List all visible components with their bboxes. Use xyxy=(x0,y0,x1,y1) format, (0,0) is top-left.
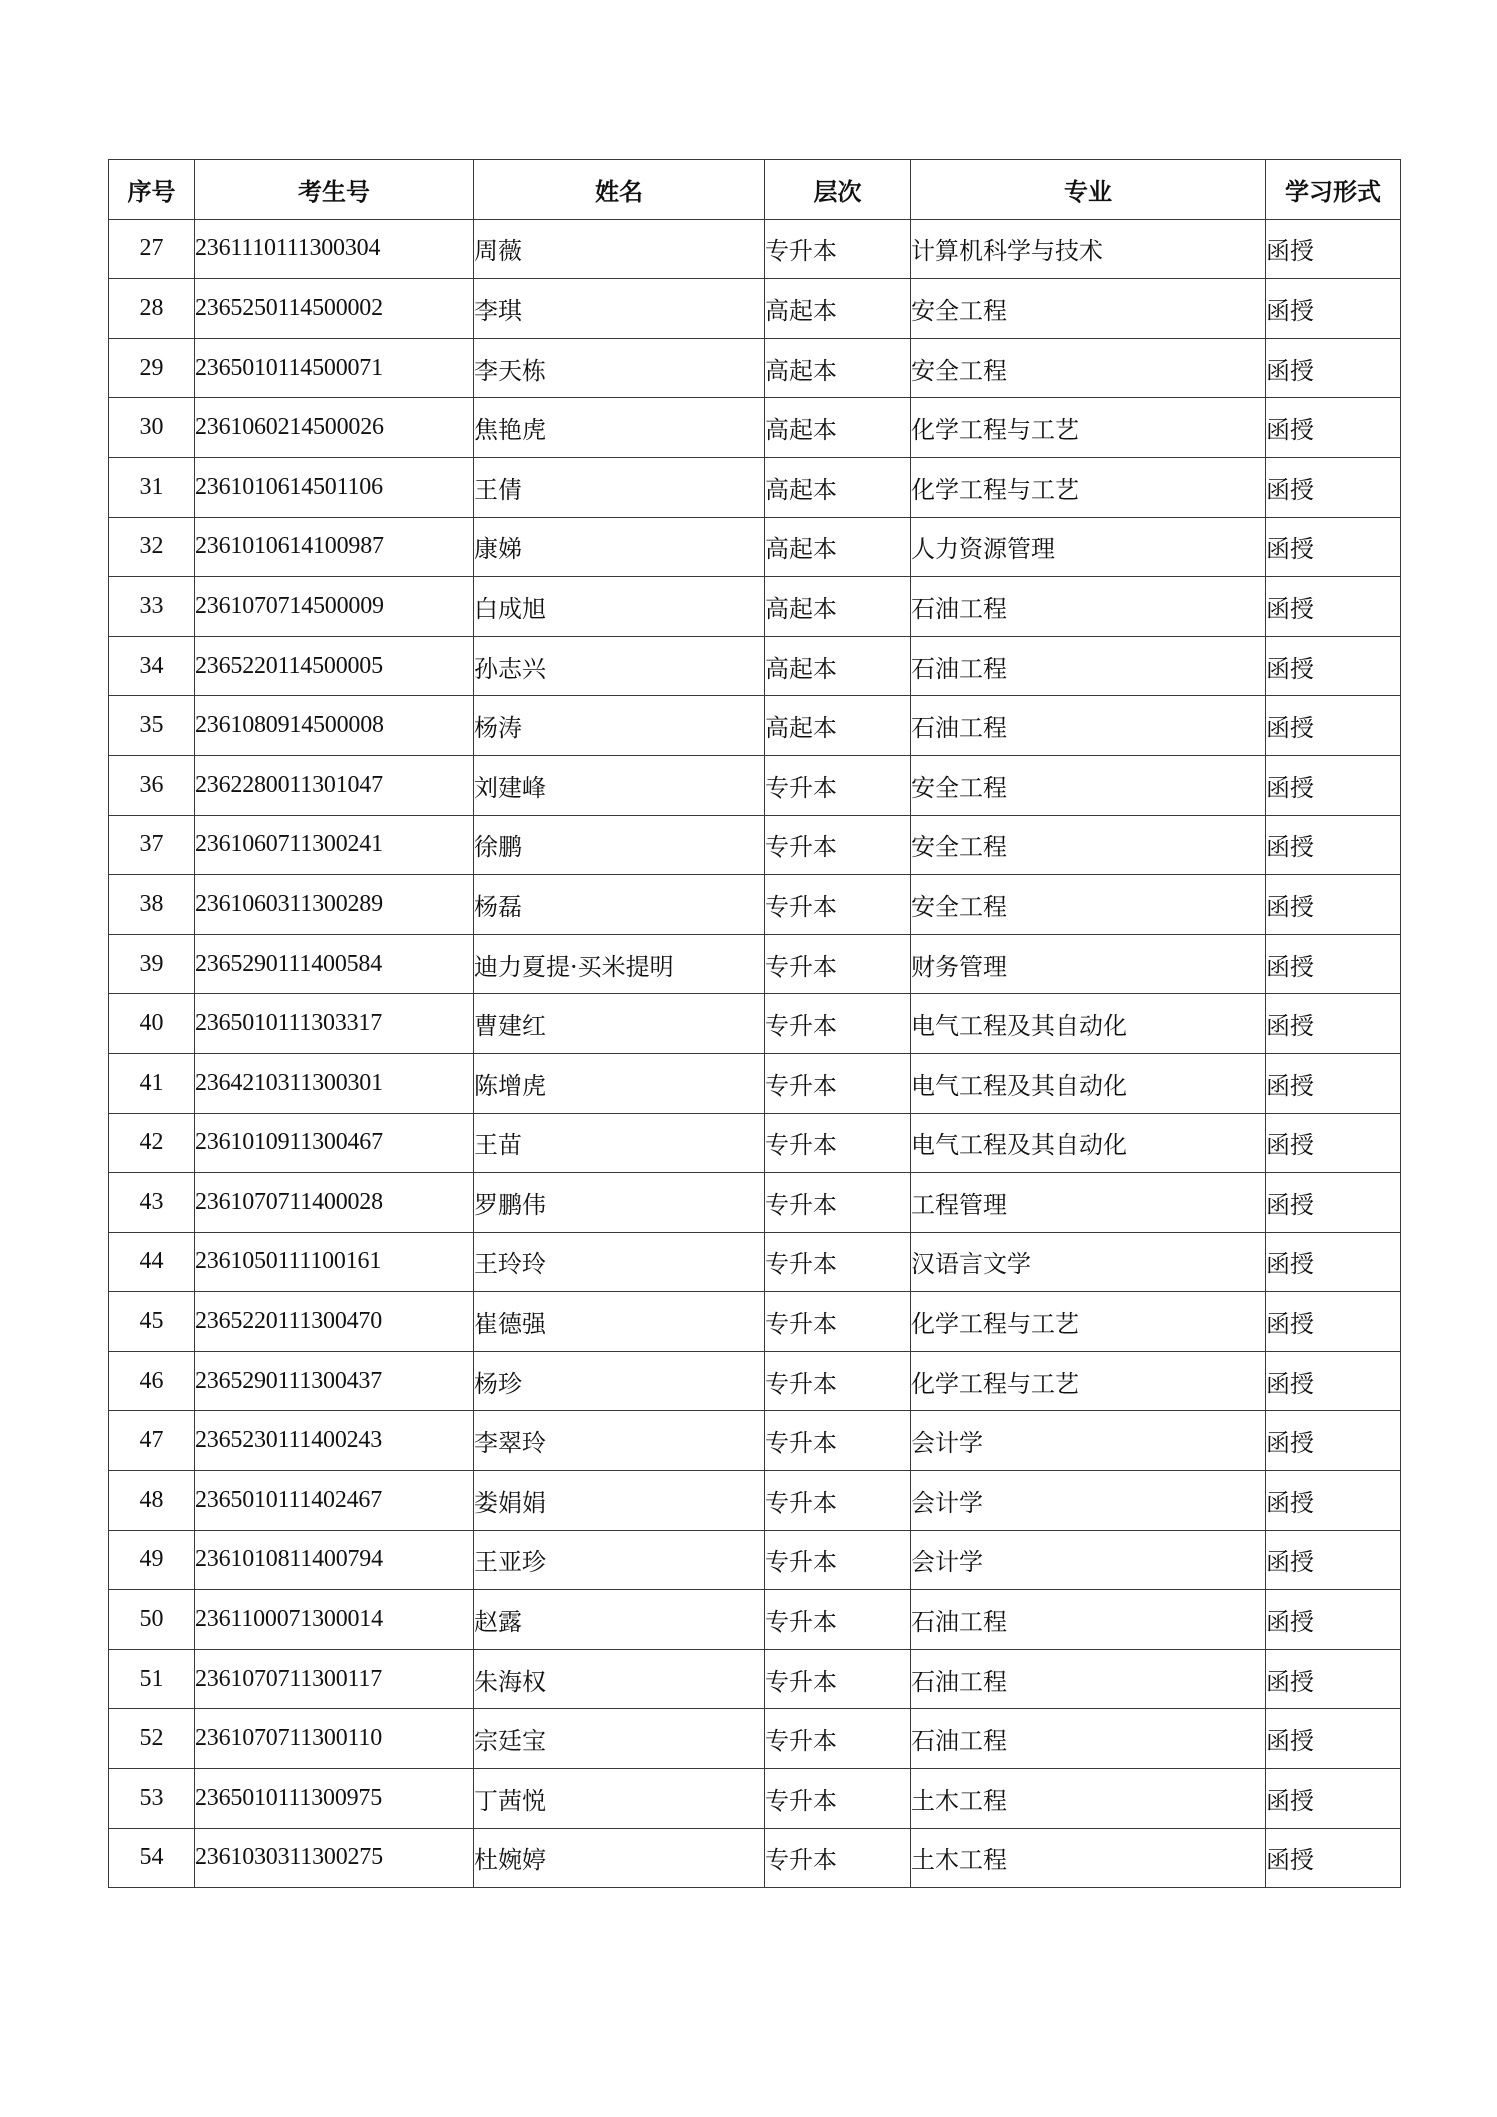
cell-study-mode: 函授 xyxy=(1266,875,1401,935)
student-roster-table xyxy=(108,159,1401,1888)
cell-exam-id: 2361010614501106 xyxy=(195,457,474,517)
cell-major: 工程管理 xyxy=(911,1173,1266,1233)
cell-exam-id: 2365250114500002 xyxy=(195,279,474,339)
cell-exam-id: 2365220111300470 xyxy=(195,1292,474,1352)
cell-major: 化学工程与工艺 xyxy=(911,1351,1266,1411)
cell-name: 杜婉婷 xyxy=(474,1828,765,1888)
cell-exam-id: 2361100071300014 xyxy=(195,1590,474,1650)
table-row xyxy=(109,994,1401,1054)
cell-level: 专升本 xyxy=(765,1590,911,1650)
cell-seq: 42 xyxy=(109,1113,195,1173)
cell-level: 专升本 xyxy=(765,1709,911,1769)
table-row xyxy=(109,755,1401,815)
cell-study-mode: 函授 xyxy=(1266,577,1401,637)
cell-exam-id: 2361060214500026 xyxy=(195,398,474,458)
cell-study-mode: 函授 xyxy=(1266,1828,1401,1888)
cell-seq: 31 xyxy=(109,457,195,517)
cell-study-mode: 函授 xyxy=(1266,636,1401,696)
cell-major: 石油工程 xyxy=(911,577,1266,637)
cell-seq: 30 xyxy=(109,398,195,458)
header-major: 专业 xyxy=(911,160,1266,220)
cell-name: 宗廷宝 xyxy=(474,1709,765,1769)
cell-major: 电气工程及其自动化 xyxy=(911,1113,1266,1173)
cell-level: 专升本 xyxy=(765,1649,911,1709)
cell-name: 徐鹏 xyxy=(474,815,765,875)
cell-seq: 49 xyxy=(109,1530,195,1590)
cell-level: 专升本 xyxy=(765,1351,911,1411)
table-row xyxy=(109,577,1401,637)
cell-major: 安全工程 xyxy=(911,755,1266,815)
cell-exam-id: 2361010911300467 xyxy=(195,1113,474,1173)
table-row xyxy=(109,1649,1401,1709)
cell-exam-id: 2361010614100987 xyxy=(195,517,474,577)
cell-major: 会计学 xyxy=(911,1530,1266,1590)
cell-name: 孙志兴 xyxy=(474,636,765,696)
cell-name: 崔德强 xyxy=(474,1292,765,1352)
cell-level: 专升本 xyxy=(765,219,911,279)
cell-major: 安全工程 xyxy=(911,875,1266,935)
cell-study-mode: 函授 xyxy=(1266,279,1401,339)
table-row xyxy=(109,1411,1401,1471)
cell-seq: 50 xyxy=(109,1590,195,1650)
cell-study-mode: 函授 xyxy=(1266,1590,1401,1650)
cell-exam-id: 2365290111400584 xyxy=(195,934,474,994)
cell-name: 李琪 xyxy=(474,279,765,339)
cell-seq: 45 xyxy=(109,1292,195,1352)
cell-name: 陈增虎 xyxy=(474,1053,765,1113)
table-row xyxy=(109,875,1401,935)
cell-name: 刘建峰 xyxy=(474,755,765,815)
cell-major: 石油工程 xyxy=(911,1649,1266,1709)
table-row xyxy=(109,1351,1401,1411)
cell-study-mode: 函授 xyxy=(1266,1471,1401,1531)
cell-name: 王苗 xyxy=(474,1113,765,1173)
cell-seq: 38 xyxy=(109,875,195,935)
header-name: 姓名 xyxy=(474,160,765,220)
cell-level: 专升本 xyxy=(765,994,911,1054)
cell-name: 周薇 xyxy=(474,219,765,279)
cell-seq: 41 xyxy=(109,1053,195,1113)
cell-level: 专升本 xyxy=(765,1053,911,1113)
cell-name: 王倩 xyxy=(474,457,765,517)
cell-name: 杨磊 xyxy=(474,875,765,935)
cell-study-mode: 函授 xyxy=(1266,755,1401,815)
cell-exam-id: 2361050111100161 xyxy=(195,1232,474,1292)
cell-seq: 53 xyxy=(109,1769,195,1829)
cell-name: 焦艳虎 xyxy=(474,398,765,458)
cell-seq: 40 xyxy=(109,994,195,1054)
table-row xyxy=(109,1053,1401,1113)
header-seq: 序号 xyxy=(109,160,195,220)
cell-major: 石油工程 xyxy=(911,1590,1266,1650)
cell-major: 化学工程与工艺 xyxy=(911,1292,1266,1352)
cell-level: 高起本 xyxy=(765,577,911,637)
cell-study-mode: 函授 xyxy=(1266,1173,1401,1233)
cell-level: 专升本 xyxy=(765,1292,911,1352)
cell-exam-id: 2361060311300289 xyxy=(195,875,474,935)
cell-study-mode: 函授 xyxy=(1266,1530,1401,1590)
cell-seq: 39 xyxy=(109,934,195,994)
cell-major: 安全工程 xyxy=(911,815,1266,875)
table-row xyxy=(109,338,1401,398)
cell-name: 康娣 xyxy=(474,517,765,577)
cell-level: 高起本 xyxy=(765,517,911,577)
cell-major: 电气工程及其自动化 xyxy=(911,1053,1266,1113)
cell-exam-id: 2361070711400028 xyxy=(195,1173,474,1233)
cell-exam-id: 2361060711300241 xyxy=(195,815,474,875)
cell-seq: 47 xyxy=(109,1411,195,1471)
cell-exam-id: 2361070711300110 xyxy=(195,1709,474,1769)
cell-name: 李翠玲 xyxy=(474,1411,765,1471)
table-row xyxy=(109,279,1401,339)
table-row xyxy=(109,457,1401,517)
cell-exam-id: 2364210311300301 xyxy=(195,1053,474,1113)
cell-exam-id: 2365290111300437 xyxy=(195,1351,474,1411)
table-row xyxy=(109,1173,1401,1233)
table-row xyxy=(109,1828,1401,1888)
cell-major: 石油工程 xyxy=(911,696,1266,756)
cell-name: 迪力夏提·买米提明 xyxy=(474,934,765,994)
cell-exam-id: 2365010114500071 xyxy=(195,338,474,398)
cell-name: 李天栋 xyxy=(474,338,765,398)
table-row xyxy=(109,815,1401,875)
table-row xyxy=(109,1590,1401,1650)
table-row xyxy=(109,696,1401,756)
cell-major: 土木工程 xyxy=(911,1769,1266,1829)
cell-level: 高起本 xyxy=(765,398,911,458)
cell-major: 安全工程 xyxy=(911,279,1266,339)
cell-study-mode: 函授 xyxy=(1266,994,1401,1054)
table-row xyxy=(109,934,1401,994)
cell-name: 罗鹏伟 xyxy=(474,1173,765,1233)
cell-study-mode: 函授 xyxy=(1266,219,1401,279)
cell-seq: 54 xyxy=(109,1828,195,1888)
cell-exam-id: 2361030311300275 xyxy=(195,1828,474,1888)
cell-major: 石油工程 xyxy=(911,1709,1266,1769)
cell-seq: 43 xyxy=(109,1173,195,1233)
cell-level: 专升本 xyxy=(765,1232,911,1292)
cell-study-mode: 函授 xyxy=(1266,1769,1401,1829)
cell-level: 专升本 xyxy=(765,1113,911,1173)
cell-level: 高起本 xyxy=(765,279,911,339)
cell-seq: 51 xyxy=(109,1649,195,1709)
cell-major: 汉语言文学 xyxy=(911,1232,1266,1292)
table-header-row xyxy=(109,160,1401,220)
cell-study-mode: 函授 xyxy=(1266,517,1401,577)
cell-exam-id: 2361110111300304 xyxy=(195,219,474,279)
table-row xyxy=(109,1292,1401,1352)
cell-study-mode: 函授 xyxy=(1266,457,1401,517)
table-row xyxy=(109,1530,1401,1590)
cell-exam-id: 2361080914500008 xyxy=(195,696,474,756)
cell-study-mode: 函授 xyxy=(1266,1053,1401,1113)
cell-seq: 48 xyxy=(109,1471,195,1531)
cell-major: 安全工程 xyxy=(911,338,1266,398)
cell-exam-id: 2361070711300117 xyxy=(195,1649,474,1709)
header-exam-id: 考生号 xyxy=(195,160,474,220)
header-study-mode: 学习形式 xyxy=(1266,160,1401,220)
cell-exam-id: 2365010111300975 xyxy=(195,1769,474,1829)
cell-major: 计算机科学与技术 xyxy=(911,219,1266,279)
table-body xyxy=(109,219,1401,1888)
cell-name: 赵露 xyxy=(474,1590,765,1650)
table-row xyxy=(109,636,1401,696)
cell-seq: 46 xyxy=(109,1351,195,1411)
cell-study-mode: 函授 xyxy=(1266,1232,1401,1292)
cell-level: 专升本 xyxy=(765,934,911,994)
cell-study-mode: 函授 xyxy=(1266,934,1401,994)
cell-level: 高起本 xyxy=(765,696,911,756)
cell-level: 高起本 xyxy=(765,457,911,517)
cell-seq: 52 xyxy=(109,1709,195,1769)
cell-level: 高起本 xyxy=(765,338,911,398)
cell-exam-id: 2365230111400243 xyxy=(195,1411,474,1471)
cell-level: 专升本 xyxy=(765,755,911,815)
cell-major: 化学工程与工艺 xyxy=(911,457,1266,517)
cell-level: 专升本 xyxy=(765,1411,911,1471)
cell-study-mode: 函授 xyxy=(1266,1649,1401,1709)
table-row xyxy=(109,1769,1401,1829)
cell-major: 会计学 xyxy=(911,1471,1266,1531)
cell-exam-id: 2361010811400794 xyxy=(195,1530,474,1590)
cell-name: 王亚珍 xyxy=(474,1530,765,1590)
cell-name: 朱海权 xyxy=(474,1649,765,1709)
table-row xyxy=(109,1471,1401,1531)
cell-major: 化学工程与工艺 xyxy=(911,398,1266,458)
cell-level: 专升本 xyxy=(765,1173,911,1233)
cell-exam-id: 2361070714500009 xyxy=(195,577,474,637)
cell-exam-id: 2365220114500005 xyxy=(195,636,474,696)
cell-level: 专升本 xyxy=(765,1471,911,1531)
cell-seq: 32 xyxy=(109,517,195,577)
cell-study-mode: 函授 xyxy=(1266,1709,1401,1769)
cell-name: 娄娟娟 xyxy=(474,1471,765,1531)
cell-level: 专升本 xyxy=(765,815,911,875)
table-row xyxy=(109,398,1401,458)
cell-name: 王玲玲 xyxy=(474,1232,765,1292)
cell-level: 专升本 xyxy=(765,1828,911,1888)
cell-level: 专升本 xyxy=(765,875,911,935)
cell-study-mode: 函授 xyxy=(1266,1113,1401,1173)
cell-level: 高起本 xyxy=(765,636,911,696)
cell-exam-id: 2362280011301047 xyxy=(195,755,474,815)
table-row xyxy=(109,1709,1401,1769)
cell-seq: 37 xyxy=(109,815,195,875)
cell-study-mode: 函授 xyxy=(1266,1411,1401,1471)
cell-seq: 28 xyxy=(109,279,195,339)
table-row xyxy=(109,517,1401,577)
cell-exam-id: 2365010111402467 xyxy=(195,1471,474,1531)
cell-major: 财务管理 xyxy=(911,934,1266,994)
table-row xyxy=(109,1232,1401,1292)
cell-major: 电气工程及其自动化 xyxy=(911,994,1266,1054)
cell-seq: 36 xyxy=(109,755,195,815)
cell-major: 人力资源管理 xyxy=(911,517,1266,577)
cell-seq: 44 xyxy=(109,1232,195,1292)
cell-level: 专升本 xyxy=(765,1769,911,1829)
cell-major: 会计学 xyxy=(911,1411,1266,1471)
table-row xyxy=(109,219,1401,279)
cell-exam-id: 2365010111303317 xyxy=(195,994,474,1054)
cell-name: 曹建红 xyxy=(474,994,765,1054)
cell-seq: 34 xyxy=(109,636,195,696)
cell-name: 丁茜悦 xyxy=(474,1769,765,1829)
cell-study-mode: 函授 xyxy=(1266,338,1401,398)
cell-study-mode: 函授 xyxy=(1266,1292,1401,1352)
header-level: 层次 xyxy=(765,160,911,220)
cell-study-mode: 函授 xyxy=(1266,398,1401,458)
cell-major: 土木工程 xyxy=(911,1828,1266,1888)
cell-name: 杨珍 xyxy=(474,1351,765,1411)
cell-study-mode: 函授 xyxy=(1266,1351,1401,1411)
cell-seq: 29 xyxy=(109,338,195,398)
cell-name: 杨涛 xyxy=(474,696,765,756)
cell-seq: 33 xyxy=(109,577,195,637)
cell-study-mode: 函授 xyxy=(1266,696,1401,756)
cell-seq: 35 xyxy=(109,696,195,756)
cell-major: 石油工程 xyxy=(911,636,1266,696)
cell-study-mode: 函授 xyxy=(1266,815,1401,875)
cell-level: 专升本 xyxy=(765,1530,911,1590)
cell-seq: 27 xyxy=(109,219,195,279)
table-row xyxy=(109,1113,1401,1173)
cell-name: 白成旭 xyxy=(474,577,765,637)
